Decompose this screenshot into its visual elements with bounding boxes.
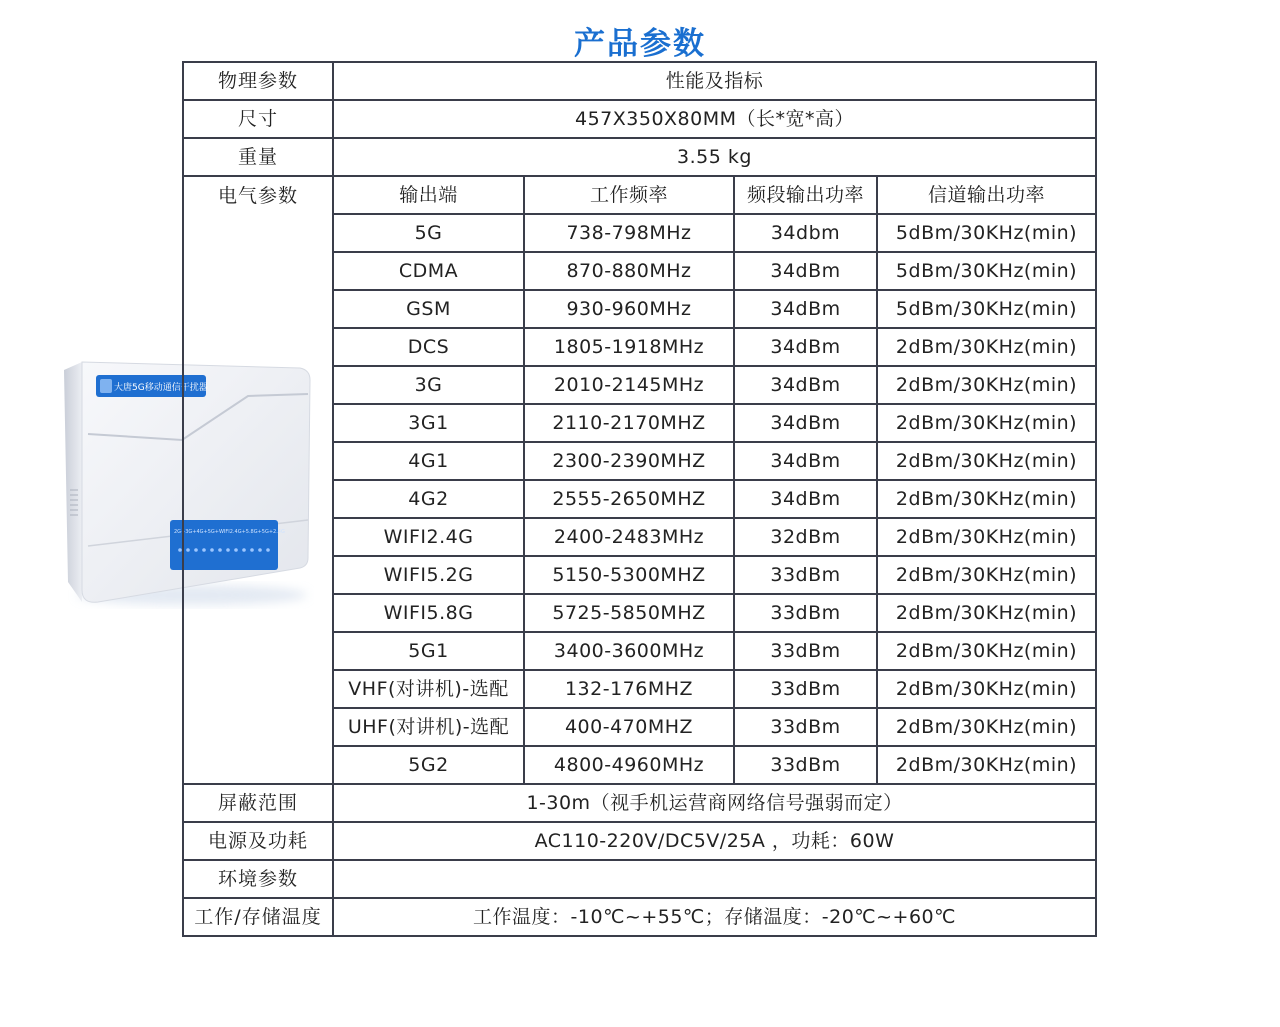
cell-output: DCS <box>333 328 524 366</box>
weight-row <box>183 138 1096 176</box>
column-header-band-power: 频段输出功率 <box>734 176 877 214</box>
header-row <box>183 62 1096 100</box>
cell-channel-power: 2dBm/30KHz(min) <box>877 632 1096 670</box>
cell-band-power: 33dBm <box>734 670 877 708</box>
cell-output: WIFI2.4G <box>333 518 524 556</box>
power-label: 电源及功耗 <box>183 822 333 860</box>
cell-band-power: 33dBm <box>734 556 877 594</box>
cell-channel-power: 2dBm/30KHz(min) <box>877 670 1096 708</box>
cell-frequency: 132-176MHZ <box>524 670 734 708</box>
cell-band-power: 34dBm <box>734 442 877 480</box>
shield-range-value: 1-30m（视手机运营商网络信号强弱而定） <box>333 784 1096 822</box>
cell-channel-power: 2dBm/30KHz(min) <box>877 480 1096 518</box>
size-label: 尺寸 <box>183 100 333 138</box>
cell-frequency: 5725-5850MHZ <box>524 594 734 632</box>
environment-label: 环境参数 <box>183 860 333 898</box>
cell-output: WIFI5.8G <box>333 594 524 632</box>
cell-channel-power: 2dBm/30KHz(min) <box>877 366 1096 404</box>
temperature-value: 工作温度：-10℃~+55℃；存储温度：-20℃~+60℃ <box>333 898 1096 936</box>
cell-channel-power: 2dBm/30KHz(min) <box>877 328 1096 366</box>
shield-range-row <box>183 784 1096 822</box>
cell-channel-power: 2dBm/30KHz(min) <box>877 518 1096 556</box>
cell-frequency: 2400-2483MHz <box>524 518 734 556</box>
cell-frequency: 5150-5300MHZ <box>524 556 734 594</box>
cell-channel-power: 2dBm/30KHz(min) <box>877 404 1096 442</box>
cell-frequency: 870-880MHz <box>524 252 734 290</box>
cell-output: WIFI5.2G <box>333 556 524 594</box>
cell-band-power: 32dBm <box>734 518 877 556</box>
cell-channel-power: 2dBm/30KHz(min) <box>877 594 1096 632</box>
weight-value: 3.55 kg <box>333 138 1096 176</box>
cell-frequency: 738-798MHz <box>524 214 734 252</box>
page-title: 产品参数 <box>574 26 706 62</box>
weight-label: 重量 <box>183 138 333 176</box>
cell-output: CDMA <box>333 252 524 290</box>
cell-output: 4G1 <box>333 442 524 480</box>
shield-range-label: 屏蔽范围 <box>183 784 333 822</box>
cell-output: 5G <box>333 214 524 252</box>
electrical-header-row <box>183 176 1096 214</box>
column-header-output: 输出端 <box>333 176 524 214</box>
device-brand-label: 大唐5G移动通信干扰器 <box>114 383 208 393</box>
size-row <box>183 100 1096 138</box>
cell-frequency: 4800-4960MHz <box>524 746 734 784</box>
header-physical: 物理参数 <box>183 62 333 100</box>
cell-frequency: 2010-2145MHz <box>524 366 734 404</box>
cell-band-power: 33dBm <box>734 594 877 632</box>
cell-band-power: 34dbm <box>734 214 877 252</box>
header-performance: 性能及指标 <box>333 62 1096 100</box>
cell-channel-power: 2dBm/30KHz(min) <box>877 708 1096 746</box>
cell-frequency: 3400-3600MHz <box>524 632 734 670</box>
cell-frequency: 1805-1918MHz <box>524 328 734 366</box>
cell-output: 5G2 <box>333 746 524 784</box>
cell-band-power: 34dBm <box>734 290 877 328</box>
temperature-row <box>183 898 1096 936</box>
cell-band-power: 34dBm <box>734 328 877 366</box>
column-header-channel-power: 信道输出功率 <box>877 176 1096 214</box>
cell-frequency: 400-470MHZ <box>524 708 734 746</box>
cell-output: UHF(对讲机)-选配 <box>333 708 524 746</box>
power-row <box>183 822 1096 860</box>
cell-band-power: 34dBm <box>734 252 877 290</box>
cell-band-power: 34dBm <box>734 404 877 442</box>
cell-channel-power: 2dBm/30KHz(min) <box>877 556 1096 594</box>
cell-output: 3G1 <box>333 404 524 442</box>
cell-channel-power: 5dBm/30KHz(min) <box>877 290 1096 328</box>
cell-output: 4G2 <box>333 480 524 518</box>
cell-band-power: 33dBm <box>734 632 877 670</box>
cell-band-power: 34dBm <box>734 366 877 404</box>
cell-output: VHF(对讲机)-选配 <box>333 670 524 708</box>
environment-row <box>183 860 1096 898</box>
cell-output: 3G <box>333 366 524 404</box>
cell-band-power: 34dBm <box>734 480 877 518</box>
environment-value <box>333 860 1096 898</box>
device-band-strip: 2G+3G+4G+5G+WIFI2.4G+5.8G+5G+2.4G <box>174 529 285 535</box>
cell-output: GSM <box>333 290 524 328</box>
cell-frequency: 930-960MHz <box>524 290 734 328</box>
column-header-frequency: 工作频率 <box>524 176 734 214</box>
cell-band-power: 33dBm <box>734 708 877 746</box>
cell-output: 5G1 <box>333 632 524 670</box>
cell-frequency: 2555-2650MHZ <box>524 480 734 518</box>
cell-channel-power: 2dBm/30KHz(min) <box>877 442 1096 480</box>
cell-channel-power: 5dBm/30KHz(min) <box>877 252 1096 290</box>
cell-channel-power: 5dBm/30KHz(min) <box>877 214 1096 252</box>
spec-table <box>182 61 1097 937</box>
cell-channel-power: 2dBm/30KHz(min) <box>877 746 1096 784</box>
size-value: 457X350X80MM（长*宽*高） <box>333 100 1096 138</box>
temperature-label: 工作/存储温度 <box>183 898 333 936</box>
cell-frequency: 2110-2170MHZ <box>524 404 734 442</box>
cell-band-power: 33dBm <box>734 746 877 784</box>
electrical-label: 电气参数 <box>183 176 333 784</box>
cell-frequency: 2300-2390MHZ <box>524 442 734 480</box>
power-value: AC110-220V/DC5V/25A ，功耗：60W <box>333 822 1096 860</box>
